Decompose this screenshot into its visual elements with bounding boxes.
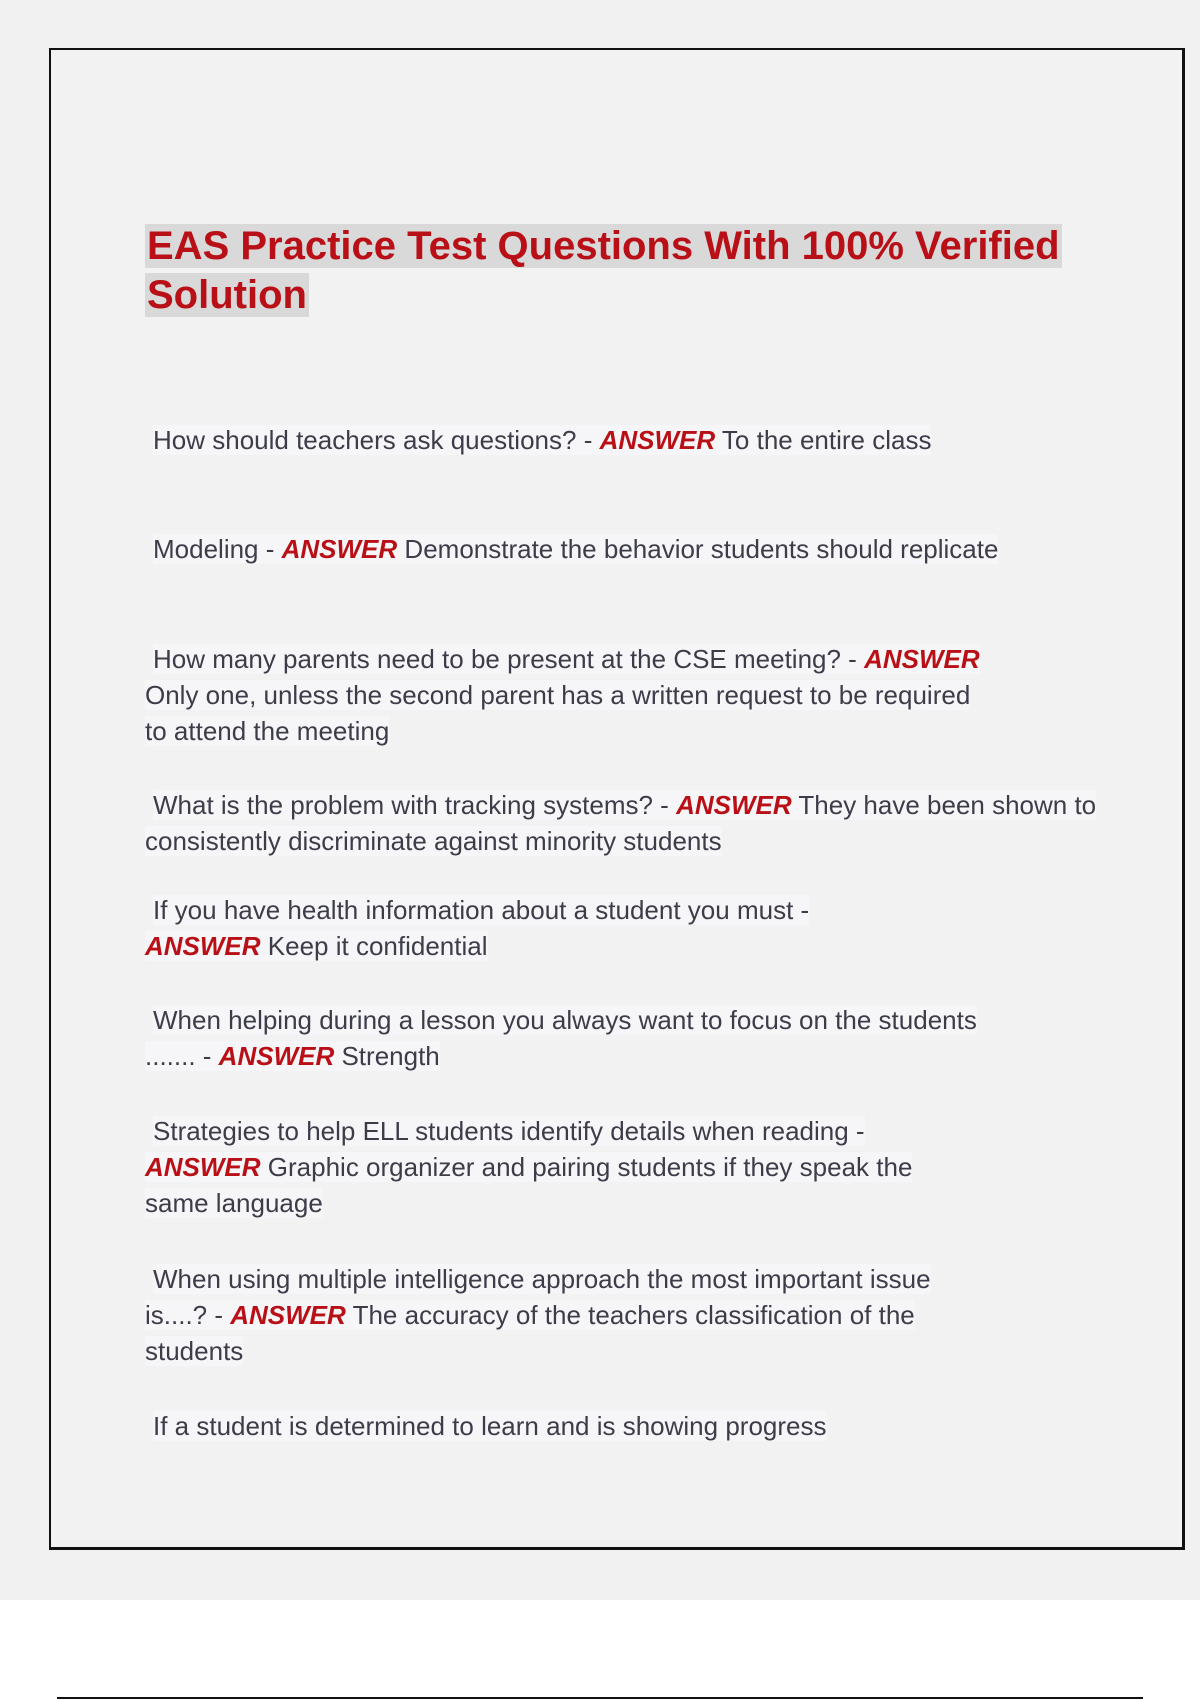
answer-text: Keep it confidential — [267, 931, 488, 961]
question-text: When using multiple intelligence approach the most important issue is....? - — [145, 1264, 931, 1330]
question-text: If a student is determined to learn and is showing progress — [153, 1411, 827, 1441]
question-text: How many parents need to be present at the CSE meeting? - — [153, 644, 865, 674]
question-text: Modeling - — [153, 534, 282, 564]
question-text: When helping during a lesson you always want to focus on the students ....... - — [145, 1005, 977, 1071]
answer-label: ANSWER — [676, 790, 792, 820]
document-page — [49, 48, 1185, 1550]
question-text: What is the problem with tracking systems? - — [153, 790, 677, 820]
qa-item-3 — [145, 641, 985, 749]
qa-item-2 — [145, 531, 1055, 567]
answer-text: To the entire class — [721, 425, 932, 455]
document-title: EAS Practice Test Questions With 100% Verified Solution — [147, 224, 1060, 317]
answer-label: ANSWER — [281, 534, 398, 564]
answer-text: Strength — [341, 1041, 440, 1071]
qa-item-9 — [145, 1408, 1045, 1444]
answer-label: ANSWER — [145, 931, 261, 961]
qa-item-4 — [145, 787, 1105, 859]
answer-text: Demonstrate the behavior students should replicate — [404, 534, 999, 564]
answer-label: ANSWER — [599, 425, 716, 455]
question-text: Strategies to help ELL students identify details when reading - — [153, 1116, 865, 1146]
answer-label: ANSWER — [218, 1041, 335, 1071]
qa-item-8 — [145, 1261, 965, 1369]
answer-text: Only one, unless the second parent has a written request to be required to attend the meeting — [145, 680, 971, 746]
answer-text: The accuracy of the teachers classification of the students — [145, 1300, 915, 1366]
answer-label: ANSWER — [864, 644, 980, 674]
qa-item-5 — [145, 892, 905, 964]
answer-label: ANSWER — [230, 1300, 346, 1330]
answer-text: Graphic organizer and pairing students if they speak the same language — [145, 1152, 913, 1218]
answer-text: They have been shown to consistently discriminate against minority students — [145, 790, 1097, 856]
qa-item-6 — [145, 1002, 1005, 1074]
qa-item-7 — [145, 1113, 975, 1221]
qa-item-1 — [145, 422, 1045, 458]
answer-label: ANSWER — [145, 1152, 261, 1182]
question-text: How should teachers ask questions? - — [153, 425, 600, 455]
question-text: If you have health information about a student you must - — [153, 895, 810, 925]
footer-divider — [57, 1697, 1143, 1699]
